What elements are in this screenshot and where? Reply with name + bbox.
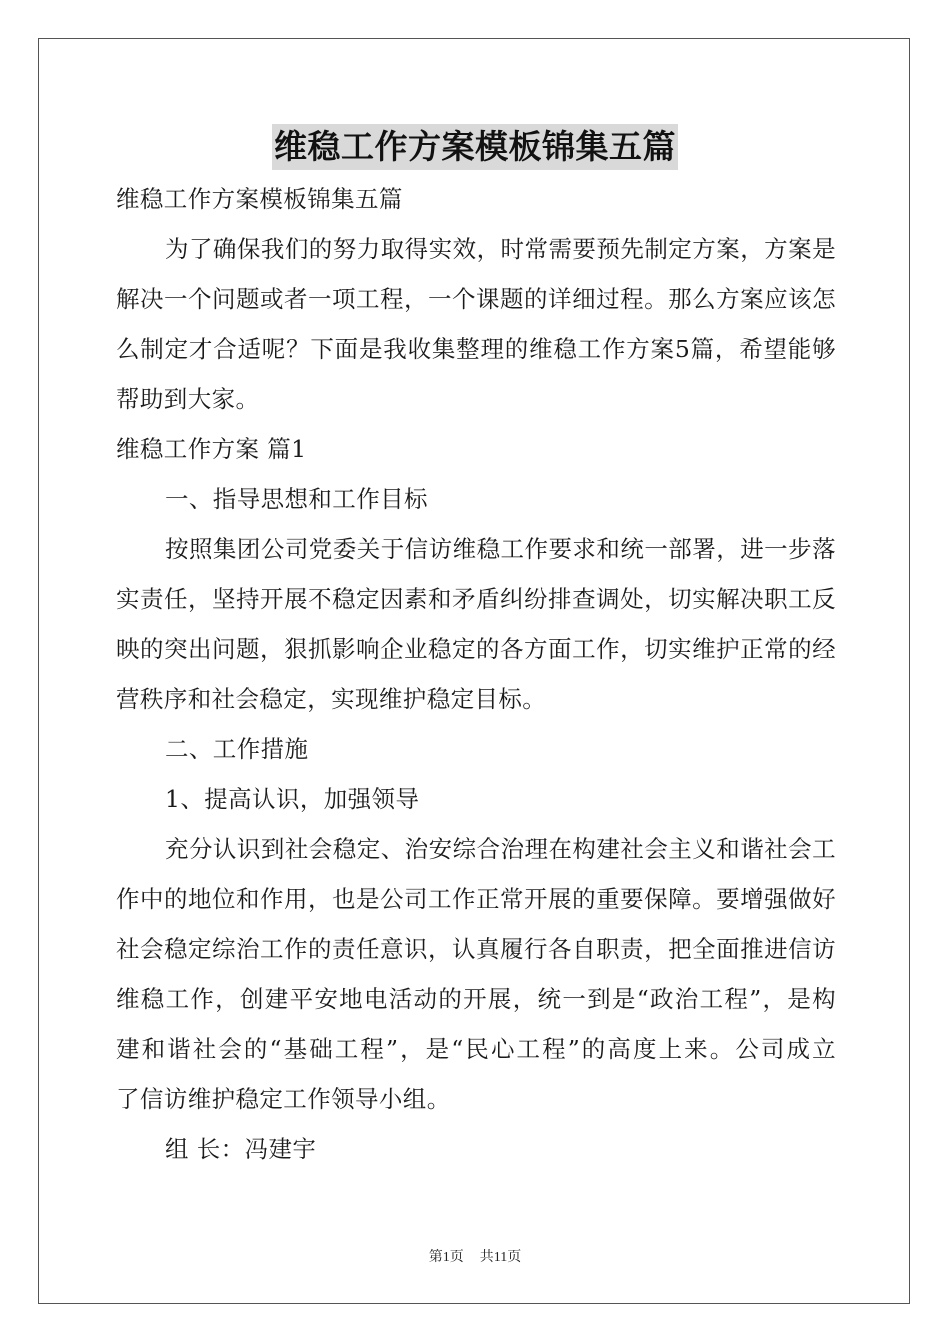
paragraph-line: 了信访维护稳定工作领导小组。 [116, 1085, 451, 1113]
document-body [116, 174, 836, 1174]
page-total: 共11页 [479, 1250, 522, 1265]
paragraph-line: 帮助到大家。 [116, 385, 260, 413]
subsection-heading: 二、工作措施 [165, 735, 309, 763]
paragraph-line: 组 长：冯建宇 [165, 1135, 317, 1163]
paragraph-line: 实责任，坚持开展不稳定因素和矛盾纠纷排查调处，切实解决职工反 [116, 585, 836, 613]
paragraph-line: 营秩序和社会稳定，实现维护稳定目标。 [116, 685, 547, 713]
paragraph-line: 社会稳定综治工作的责任意识，认真履行各自职责，把全面推进信访 [116, 935, 836, 963]
subsection-heading: 1、提高认识，加强领导 [165, 785, 420, 813]
section-heading: 维稳工作方案 篇1 [116, 435, 307, 463]
paragraph-line: 为了确保我们的努力取得实效，时常需要预先制定方案，方案是 [165, 235, 836, 263]
document-title-text: 维稳工作方案模板锦集五篇 [272, 124, 678, 170]
paragraph-line: 么制定才合适呢？下面是我收集整理的维稳工作方案5篇，希望能够 [116, 335, 836, 363]
paragraph-line: 映的突出问题，狠抓影响企业稳定的各方面工作，切实维护正常的经 [116, 635, 836, 663]
page-footer [0, 1248, 950, 1268]
subtitle-line: 维稳工作方案模板锦集五篇 [116, 185, 403, 213]
paragraph-line: 作中的地位和作用，也是公司工作正常开展的重要保障。要增强做好 [116, 885, 836, 913]
paragraph-line: 建和谐社会的“基础工程”，是“民心工程”的高度上来。公司成立 [116, 1035, 836, 1063]
page-number: 第1页 [428, 1250, 464, 1265]
paragraph-line: 充分认识到社会稳定、治安综合治理在构建社会主义和谐社会工 [165, 835, 836, 863]
paragraph-line: 解决一个问题或者一项工程，一个课题的详细过程。那么方案应该怎 [116, 285, 836, 313]
paragraph-line: 按照集团公司党委关于信访维稳工作要求和统一部署，进一步落 [165, 535, 836, 563]
subsection-heading: 一、指导思想和工作目标 [165, 485, 428, 513]
document-title [0, 124, 950, 170]
paragraph-line: 维稳工作，创建平安地电活动的开展，统一到是“政治工程”，是构 [116, 985, 836, 1013]
